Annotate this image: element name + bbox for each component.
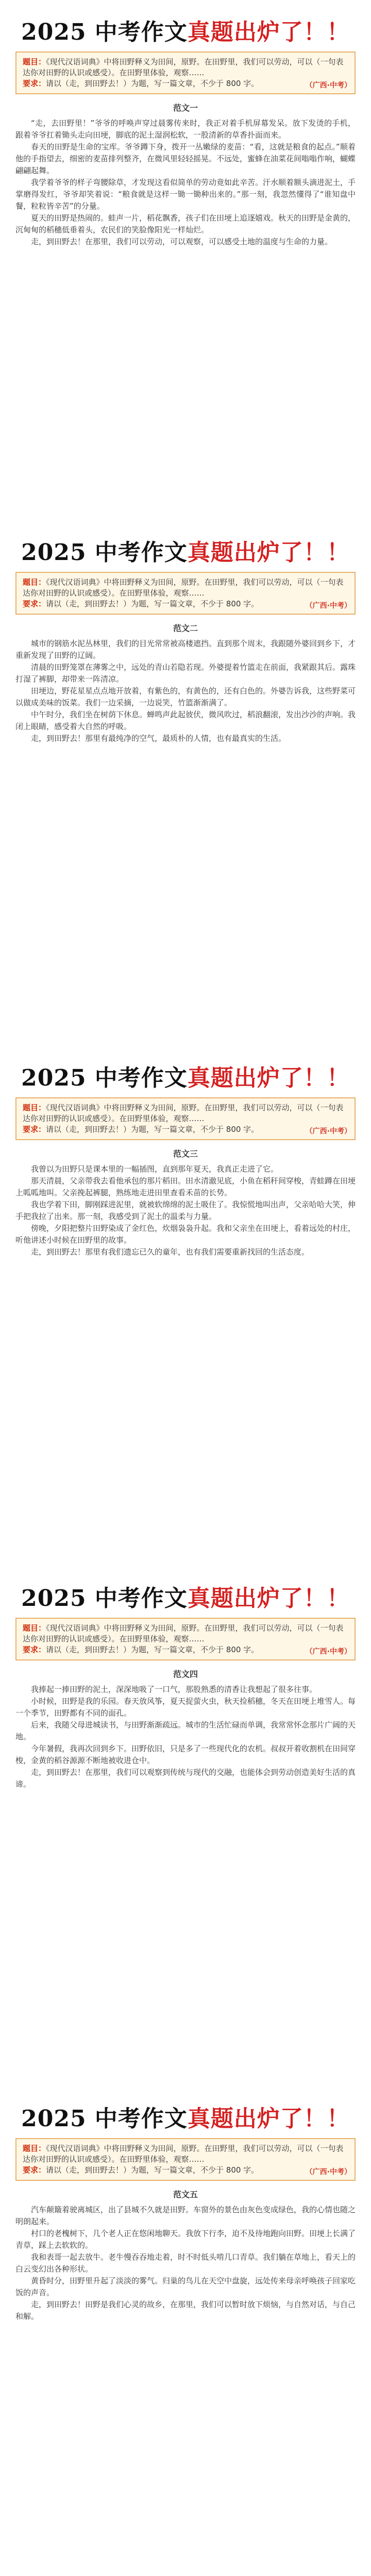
essay-paragraph: 后来，我随父母进城读书，与田野渐渐疏远。城市的生活忙碌而单调，我常常怀念那片广阔的天地。: [15, 1720, 356, 1741]
headline: [15, 534, 356, 567]
essay-paragraph: 黄昏时分，田野里升起了淡淡的雾气。归巢的鸟儿在天空中盘旋，远处传来母亲呼唤孩子回家吃饭的声音。: [15, 2276, 356, 2297]
prompt-req-text: 请以（走，到田野去！）为题，写一篇文章，不少于 800 字。: [46, 1125, 259, 1134]
essay-paragraph: 村口的老槐树下，几个老人正在悠闲地聊天。我放下行李，迫不及待地跑向田野。田埂上长满了青草，踩上去软软的。: [15, 2229, 356, 2250]
essay-paragraph: 今年暑假，我再次回到乡下。田野依旧，只是多了一些现代化的农机。叔叔开着收割机在田间穿梭，金黄的稻谷源源不断地被收进仓中。: [15, 1744, 356, 1765]
section-4: [0, 1566, 371, 1790]
essay-body: [15, 117, 356, 248]
essay-paragraph: 我学着爷爷的样子弯腰除草，才发现这看似简单的劳动竟如此辛苦。汗水顺着额头滴进泥土，手掌磨得发红，爷爷却笑着说：“粮食就是这样一锄一锄种出来的。”那一刻，我忽然懂得了“谁知盘中餐，粒粒皆辛苦”的分量。: [15, 178, 356, 211]
prompt-title-text: 《现代汉语词典》中将田野释义为田间，原野。在田野里，我们可以劳动，可以（一句表达你对田野的认识或感受）。在田野里体验，观察……: [23, 2144, 344, 2164]
section-1: [0, 0, 371, 248]
essay-paragraph: 夏天的田野是热闹的。蛙声一片，稻花飘香，孩子们在田埂上追逐嬉戏。秋天的田野是金黄的，沉甸甸的稻穗低垂着头，农民们的笑脸像阳光一样灿烂。: [15, 213, 356, 234]
essay-paragraph: 走，到田野去！那里有最纯净的空气，最质朴的人情，也有最真实的生活。: [31, 734, 286, 743]
essay-body: [15, 2204, 356, 2323]
section-3: [0, 1046, 371, 1258]
prompt-tag: （广西·中考）: [305, 602, 351, 610]
essay-body: [15, 638, 356, 744]
essay-paragraph: 走，到田野去！那里有我们遗忘已久的童年，也有我们需要重新找回的生活态度。: [31, 1247, 310, 1257]
prompt-req-label: 要求：: [23, 1125, 46, 1134]
prompt-req-text: 请以（走，到田野去！）为题，写一篇文章，不少于 800 字。: [46, 1645, 259, 1654]
prompt-tag: （广西·中考）: [305, 81, 351, 90]
essay-paragraph: 汽车颠簸着驶离城区，出了县城不久就是田野。车窗外的景色由灰色变成绿色，我的心情也随之明朗起来。: [15, 2205, 356, 2226]
essay-paragraph: 中午时分，我们坐在树荫下休息。蝉鸣声此起彼伏，微风吹过，稻浪翻滚，发出沙沙的声响。我闭上眼睛，感受着大自然的呼吸。: [15, 710, 356, 731]
prompt-req-label: 要求：: [23, 79, 46, 88]
essay-paragraph: 春天的田野是生命的宝库。爷爷蹲下身，拨开一丛嫩绿的麦苗：“看，这就是粮食的起点。”顺着他的手指望去，细密的麦苗排列整齐，在微风里轻轻摇晃。不远处，蜜蜂在油菜花间嗡嗡作响，蝴蝶翩翩起舞。: [15, 142, 356, 175]
prompt-title-text: 《现代汉语词典》中将田野释义为田间，原野。在田野里，我们可以劳动，可以（一句表达你对田野的认识或感受）。在田野里体验，观察……: [23, 1623, 344, 1643]
section-5: [0, 2087, 371, 2323]
prompt-req-label: 要求：: [23, 2165, 46, 2175]
essay-paragraph: 我和表哥一起去放牛。老牛慢吞吞地走着，时不时低头啃几口青草。我们躺在草地上，看天上的白云变幻出各种形状。: [15, 2252, 356, 2274]
headline-black: 2025 中考作文: [21, 539, 188, 566]
essay-title: 范文二: [173, 623, 198, 633]
prompt-tag: （广西·中考）: [305, 1648, 351, 1656]
headline: [15, 13, 356, 46]
headline-black: 2025 中考作文: [21, 1585, 188, 1612]
prompt-box: [15, 1618, 356, 1660]
prompt-req-label: 要求：: [23, 599, 46, 608]
essay-title: 范文一: [173, 103, 198, 113]
headline-red: 真题出炉了！！: [187, 2106, 350, 2132]
prompt-req-text: 请以（走，到田野去！）为题，写一篇文章，不少于 800 字。: [46, 79, 259, 88]
prompt-box: [15, 1097, 356, 1140]
prompt-title-text: 《现代汉语词典》中将田野释义为田间，原野。在田野里，我们可以劳动，可以（一句表达你对田野的认识或感受）。在田野里体验，观察……: [23, 578, 344, 598]
essay-paragraph: 城市的钢筋水泥丛林里，我们的目光常常被高楼遮挡。直到那个周末，我跟随外婆回到乡下，才重新发现了田野的辽阔。: [15, 639, 356, 660]
prompt-title-label: 题目：: [23, 57, 46, 66]
essay-title: 范文三: [173, 1149, 198, 1159]
headline-red: 真题出炉了！！: [187, 1065, 350, 1091]
section-2: [0, 520, 371, 744]
prompt-req-text: 请以（走，到田野去！）为题，写一篇文章，不少于 800 字。: [46, 2165, 259, 2175]
prompt-title-text: 《现代汉语词典》中将田野释义为田间，原野。在田野里，我们可以劳动，可以（一句表达你对田野的认识或感受）。在田野里体验，观察……: [23, 1103, 344, 1123]
prompt-req-label: 要求：: [23, 1645, 46, 1654]
essay-paragraph: 走，到田野去！在那里，我们可以劳动，可以观察，可以感受土地的温度与生命的力量。: [31, 237, 333, 246]
essay-paragraph: 小时候，田野是我的乐园。春天放风筝，夏天捉萤火虫，秋天捡稻穗，冬天在田埂上堆雪人。每一个季节，田野都有不同的面孔。: [15, 1697, 356, 1718]
headline-red: 真题出炉了！！: [187, 19, 350, 45]
prompt-box: [15, 572, 356, 615]
essay-paragraph: 走，到田野去！在那里，我们可以观察到传统与现代的交融，也能体会到劳动创造美好生活的真谛。: [15, 1768, 356, 1789]
headline-black: 2025 中考作文: [21, 19, 188, 45]
essay-paragraph: 田埂边，野花星星点点地开放着，有紫色的，有黄色的，还有白色的。外婆告诉我，这些野菜可以做成美味的饭菜。我们一边采摘，一边说笑，竹篮渐渐满了。: [15, 686, 356, 707]
prompt-tag: （广西·中考）: [305, 1127, 351, 1136]
headline: [15, 1580, 356, 1613]
prompt-title-label: 题目：: [23, 1623, 46, 1633]
essay-paragraph: 我捧起一捧田野的泥土，深深地吸了一口气，那股熟悉的清香让我想起了很多往事。: [31, 1685, 317, 1694]
prompt-title-label: 题目：: [23, 1103, 46, 1112]
essay-paragraph: 清晨的田野笼罩在薄雾之中，远处的青山若隐若现。外婆提着竹篮走在前面，我紧跟其后。露珠打湿了裤脚，却带来一阵清凉。: [15, 663, 356, 684]
essay-paragraph: “走，去田野里！”爷爷的呼唤声穿过晨雾传来时，我正对着手机屏幕发呆。放下发烫的手机，跟着爷爷扛着锄头走向田埂，脚底的泥土湿润松软，一股清新的草香扑面而来。: [15, 118, 356, 140]
headline-red: 真题出炉了！！: [187, 539, 350, 566]
prompt-title-text: 《现代汉语词典》中将田野释义为田间，原野。在田野里，我们可以劳动，可以（一句表达你对田野的认识或感受）。在田野里体验，观察……: [23, 57, 344, 77]
prompt-req-text: 请以（走，到田野去！）为题，写一篇文章，不少于 800 字。: [46, 599, 259, 608]
headline-black: 2025 中考作文: [21, 2106, 188, 2132]
essay-paragraph: 走，到田野去！田野是我们心灵的故乡，在那里，我们可以暂时放下烦恼，与自然对话，与自己和解。: [15, 2300, 356, 2321]
essay-paragraph: 我曾以为田野只是课本里的一幅插图，直到那年夏天，我真正走进了它。: [31, 1164, 279, 1174]
prompt-title-label: 题目：: [23, 2144, 46, 2153]
headline: [15, 2100, 356, 2133]
headline: [15, 1059, 356, 1092]
prompt-tag: （广西·中考）: [305, 2168, 351, 2176]
essay-body: [15, 1684, 356, 1790]
prompt-title-label: 题目：: [23, 578, 46, 587]
essay-title: 范文五: [173, 2190, 198, 2199]
essay-paragraph: 那天清晨，父亲带我去看他承包的那片稻田。田水清澈见底，小鱼在稻秆间穿梭，青蛙蹲在田埂上呱呱地叫。父亲挽起裤腿，熟练地走进田里查看禾苗的长势。: [15, 1176, 356, 1197]
essay-paragraph: 我也学着下田，脚刚踩进泥里，就被软绵绵的泥土吸住了。我惊慌地叫出声，父亲哈哈大笑，伸手把我拉了出来。那一刻，我感受到了泥土的温柔与力量。: [15, 1200, 356, 1221]
headline-red: 真题出炉了！！: [187, 1585, 350, 1612]
prompt-box: [15, 2138, 356, 2181]
essay-paragraph: 傍晚，夕阳把整片田野染成了金红色，炊烟袅袅升起。我和父亲坐在田埂上，看着远处的村庄，听他讲述小时候在田野里的故事。: [15, 1224, 356, 1245]
headline-black: 2025 中考作文: [21, 1065, 188, 1091]
prompt-box: [15, 52, 356, 94]
essay-body: [15, 1163, 356, 1258]
essay-title: 范文四: [173, 1669, 198, 1679]
